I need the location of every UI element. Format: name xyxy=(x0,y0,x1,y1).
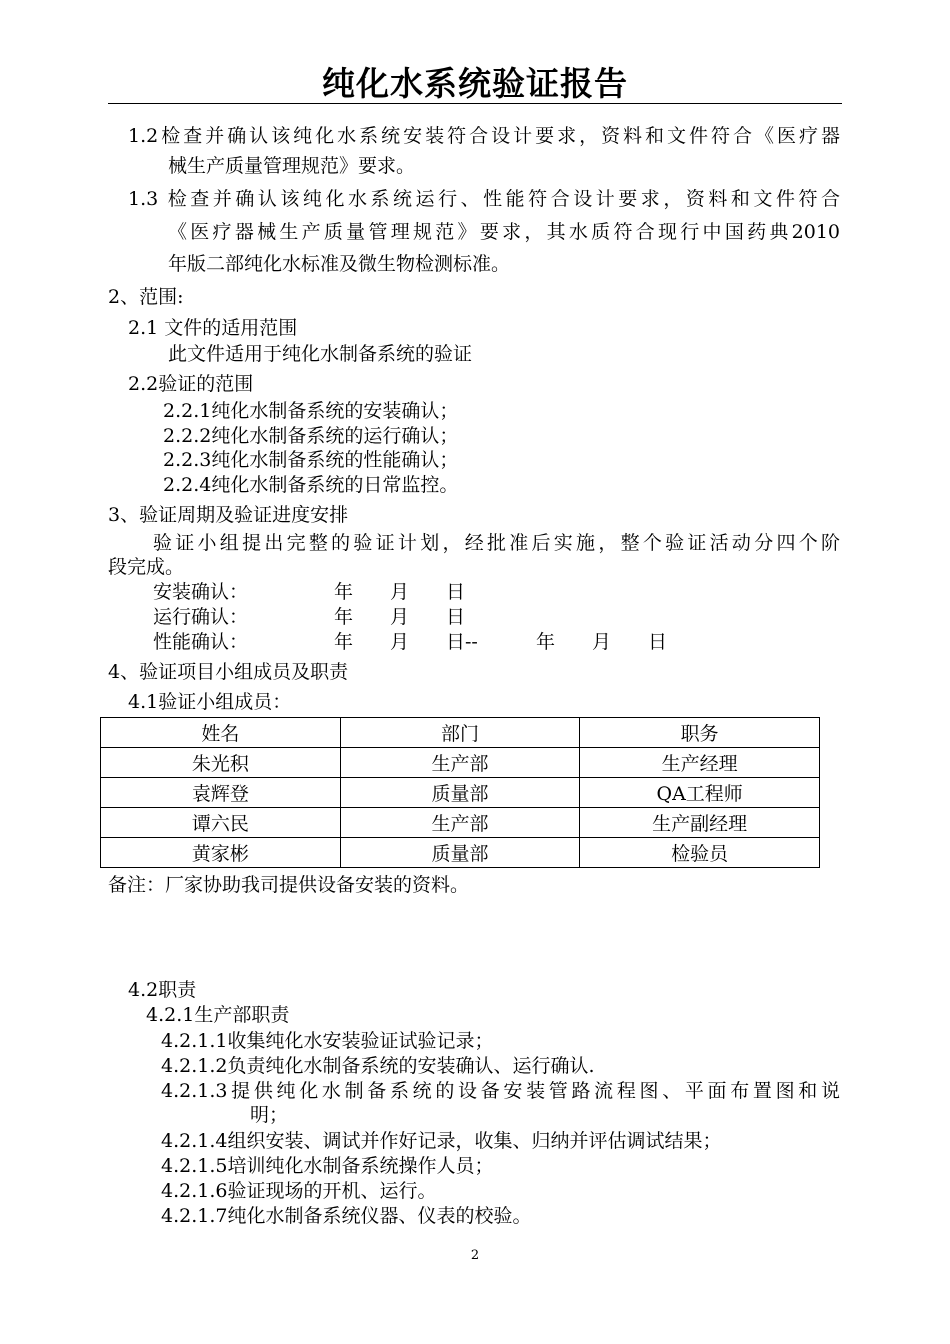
page-title: 纯化水系统验证报告 xyxy=(322,64,628,103)
table-cell: 质量部 xyxy=(340,838,580,868)
schedule-day: 日-- xyxy=(446,631,478,653)
scope-item: 2.2.3纯化水制备系统的性能确认； xyxy=(163,449,459,471)
section-2-1-heading: 2.1 文件的适用范围 xyxy=(128,317,298,339)
table-note: 备注：厂家协助我司提供设备安装的资料。 xyxy=(108,874,470,896)
schedule-year: 年 xyxy=(334,606,354,628)
schedule-row-performance xyxy=(0,630,950,654)
table-header-cell: 部门 xyxy=(340,718,580,748)
section-3-body-line2: 段完成。 xyxy=(108,556,185,578)
scope-item: 2.2.2纯化水制备系统的运行确认； xyxy=(163,425,459,447)
section-4-2-1-heading: 4.2.1生产部职责 xyxy=(146,1004,290,1026)
duty-item: 4.2.1.6验证现场的开机、运行。 xyxy=(161,1180,437,1202)
table-cell: 生产部 xyxy=(340,748,580,778)
table-cell: 检验员 xyxy=(580,838,820,868)
table-cell: 谭六民 xyxy=(101,808,341,838)
table-header-cell: 职务 xyxy=(580,718,820,748)
section-4-1-heading: 4.1验证小组成员： xyxy=(128,691,292,713)
table-cell: QA工程师 xyxy=(580,778,820,808)
duty-item-continuation: 明； xyxy=(250,1104,289,1126)
schedule-day-end: 日 xyxy=(648,631,668,653)
duty-item: 4.2.1.3提供纯化水制备系统的设备安装管路流程图、平面布置图和说 xyxy=(161,1080,840,1102)
schedule-label: 运行确认： xyxy=(153,606,249,628)
table-header-row xyxy=(101,718,820,748)
schedule-month: 月 xyxy=(390,631,410,653)
para-1-3-line2: 《医疗器械生产质量管理规范》要求，其水质符合现行中国药典2010 xyxy=(168,221,840,243)
members-table xyxy=(100,717,820,868)
section-4-2-heading: 4.2职责 xyxy=(128,979,197,1001)
section-2-1-body: 此文件适用于纯化水制备系统的验证 xyxy=(168,343,473,365)
schedule-year: 年 xyxy=(334,581,354,603)
title-rule xyxy=(108,103,842,104)
duty-item: 4.2.1.7纯化水制备系统仪器、仪表的校验。 xyxy=(161,1205,532,1227)
table-cell: 生产经理 xyxy=(580,748,820,778)
para-1-2-line2: 械生产质量管理规范》要求。 xyxy=(168,155,416,177)
table-cell: 生产副经理 xyxy=(580,808,820,838)
schedule-year: 年 xyxy=(334,631,354,653)
schedule-month: 月 xyxy=(390,606,410,628)
duty-item: 4.2.1.4组织安装、调试并作好记录，收集、归纳并评估调试结果； xyxy=(161,1130,722,1152)
schedule-label: 安装确认： xyxy=(153,581,249,603)
schedule-label: 性能确认： xyxy=(153,631,249,653)
section-4-heading: 4、验证项目小组成员及职责 xyxy=(108,661,349,683)
page-number: 2 xyxy=(470,1248,480,1263)
table-cell: 黄家彬 xyxy=(101,838,341,868)
duty-item: 4.2.1.5培训纯化水制备系统操作人员； xyxy=(161,1155,494,1177)
scope-item: 2.2.4纯化水制备系统的日常监控。 xyxy=(163,474,459,496)
schedule-month-end: 月 xyxy=(592,631,612,653)
schedule-year-end: 年 xyxy=(536,631,556,653)
section-3-heading: 3、验证周期及验证进度安排 xyxy=(108,504,349,526)
table-row xyxy=(101,838,820,868)
section-2-heading: 2、范围: xyxy=(108,286,184,308)
schedule-row-operation xyxy=(0,605,950,629)
section-2-2-heading: 2.2验证的范围 xyxy=(128,373,254,395)
schedule-day: 日 xyxy=(446,581,466,603)
schedule-month: 月 xyxy=(390,581,410,603)
para-1-3-line3: 年版二部纯化水标准及微生物检测标准。 xyxy=(168,253,511,275)
scope-item: 2.2.1纯化水制备系统的安装确认； xyxy=(163,400,459,422)
section-3-body-line1: 验证小组提出完整的验证计划，经批准后实施，整个验证活动分四个阶 xyxy=(153,532,840,554)
table-header-cell: 姓名 xyxy=(101,718,341,748)
para-1-2-line1: 1.2检查并确认该纯化水系统安装符合设计要求，资料和文件符合《医疗器 xyxy=(128,125,840,147)
duty-item: 4.2.1.2负责纯化水制备系统的安装确认、运行确认. xyxy=(161,1055,595,1077)
schedule-row-install xyxy=(0,580,950,604)
schedule-day: 日 xyxy=(446,606,466,628)
table-cell: 生产部 xyxy=(340,808,580,838)
table-row xyxy=(101,748,820,778)
table-cell: 朱光积 xyxy=(101,748,341,778)
table-row xyxy=(101,778,820,808)
para-1-3-line1: 1.3 检查并确认该纯化水系统运行、性能符合设计要求，资料和文件符合 xyxy=(128,188,840,210)
table-cell: 质量部 xyxy=(340,778,580,808)
duty-item: 4.2.1.1收集纯化水安装验证试验记录； xyxy=(161,1030,494,1052)
table-cell: 袁辉登 xyxy=(101,778,341,808)
table-row xyxy=(101,808,820,838)
